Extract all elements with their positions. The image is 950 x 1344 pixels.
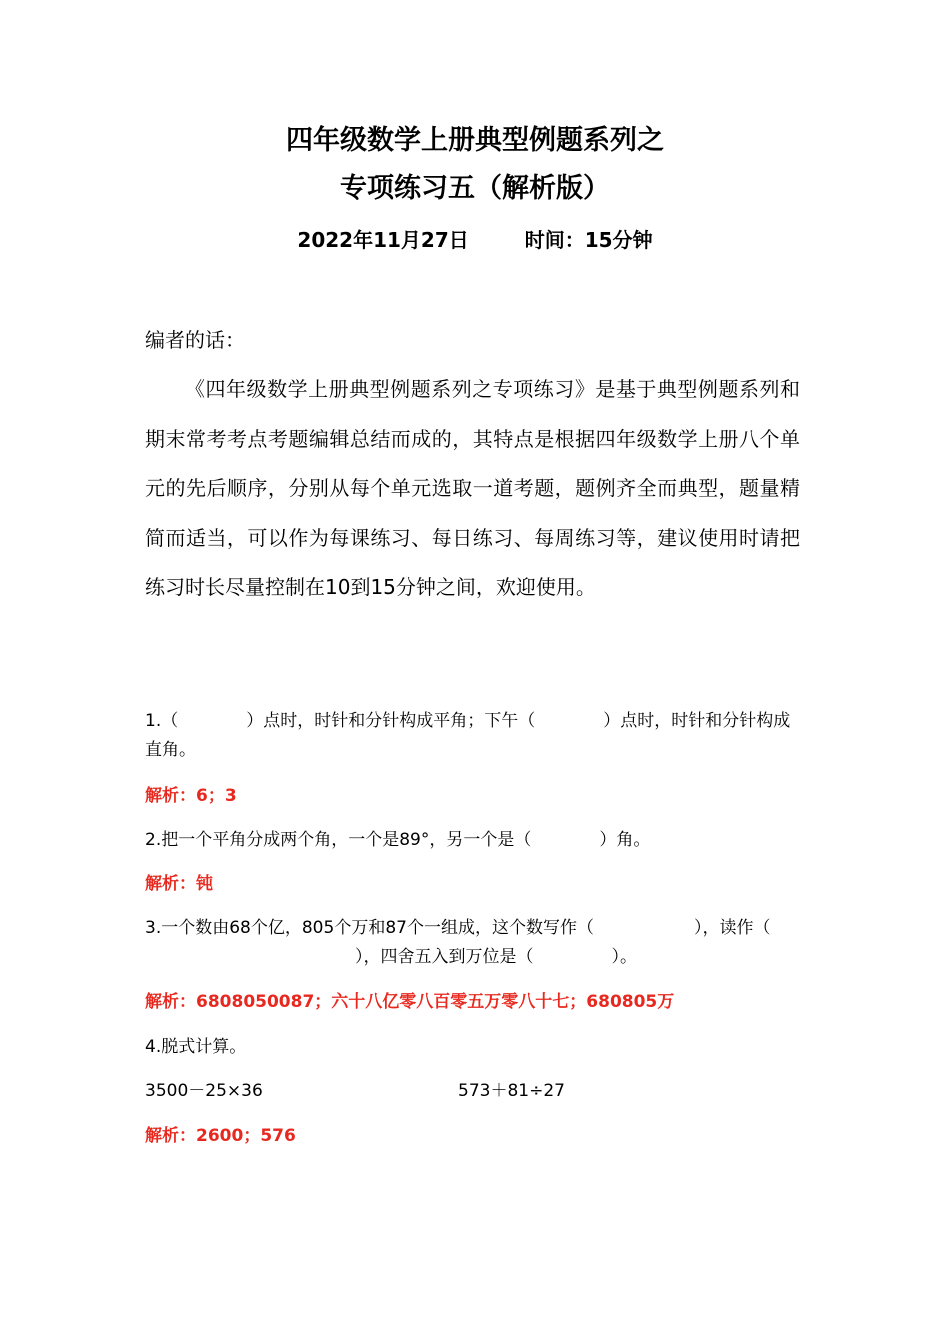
answer-3: 解析：6808050087；六十八亿零八百零五万零八十七；680805万 — [145, 992, 675, 1012]
question-number: 3. — [145, 918, 162, 938]
question-3: 3.一个数由68个亿，805个万和87个一组成，这个数写作（ ），读作（），四舍五入到万位是（ ）。 — [145, 918, 771, 967]
expression-1: 3500－25×36 — [145, 1081, 263, 1101]
answer-2: 解析：钝 — [145, 874, 213, 894]
question-number: 1. — [145, 711, 162, 731]
date: 2022年11月27日 — [297, 228, 469, 252]
title-line-1: 四年级数学上册典型例题系列之 — [286, 125, 664, 156]
question-4: 4.脱式计算。 — [145, 1037, 247, 1057]
time-limit: 时间：15分钟 — [524, 228, 653, 252]
expression-2: 573＋81÷27 — [458, 1081, 565, 1101]
question-number: 4. — [145, 1037, 162, 1057]
date-time-line — [0, 226, 950, 254]
answer-1: 解析：6；3 — [145, 786, 237, 806]
preface-body: 《四年级数学上册典型例题系列之专项练习》是基于典型例题系列和期末常考考点考题编辑总结而成的，其特点是根据四年级数学上册八个单元的先后顺序，分别从每个单元选取一道考题，题例齐全而典型，题量精简而适当，可以作为每课练习、每日练习、每周练习等，建议使用时请把练习时长尽量控制在10到15分钟之间，欢迎使用。 — [145, 377, 800, 599]
title-line-2: 专项练习五（解析版） — [340, 173, 610, 204]
answer-4: 解析：2600；576 — [145, 1126, 296, 1146]
question-number: 2. — [145, 830, 162, 850]
question-1: 1.（ ）点时，时针和分针构成平角；下午（ ）点时，时针和分针构成直角。 — [145, 711, 791, 760]
question-2: 2.把一个平角分成两个角，一个是89°，另一个是（ ）角。 — [145, 830, 651, 850]
preface-label: 编者的话： — [145, 328, 245, 352]
